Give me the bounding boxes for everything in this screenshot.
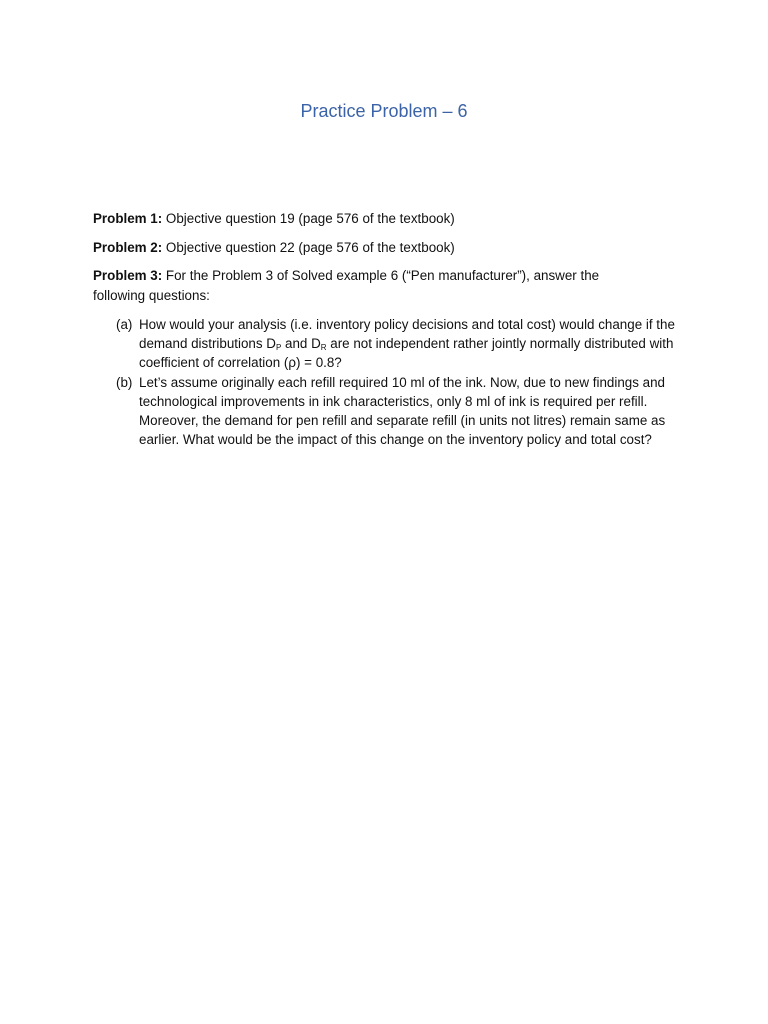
problem-1 [93, 209, 653, 229]
subquestion-b-marker: (b) [116, 374, 133, 390]
subquestion-a-marker: (a) [116, 317, 133, 332]
problem-3 [93, 266, 638, 305]
subquestion-b-text: Let’s assume originally each refill required 10 ml of the ink. Now, due to new findings and technological improvements in ink characteristics, only 8 ml of ink is required per refill. Moreover, the demand for pen refill and separate refill (in units not litres) remain same as earlier. What would be the impact of this change on the inventory policy and total cost? [139, 374, 666, 448]
page-title: Practice Problem – 6 [300, 101, 468, 121]
subquestion-b [116, 373, 686, 450]
problem-2-label: Problem 2: [93, 240, 163, 255]
subquestion-a [116, 315, 686, 373]
problem-3-label: Problem 3: [93, 268, 163, 283]
subquestion-list [116, 315, 686, 449]
subscript-r: R [320, 343, 327, 353]
subquestion-a-text [139, 315, 686, 373]
problem-3-text: For the Problem 3 of Solved example 6 (“Pen manufacturer”), answer the following questions: [93, 268, 600, 303]
subscript-p: P [275, 343, 282, 353]
subquestion-a-part3: are not independent rather jointly normally distributed with coefficient of correlation (ρ) = 0.8? [139, 336, 674, 371]
subquestion-a-part2: and D [281, 336, 321, 352]
problem-2 [93, 238, 653, 258]
subquestion-a-part1: How would your analysis (i.e. inventory policy decisions and total cost) would change if the demand distributions D [139, 317, 675, 352]
problem-2-text: Objective question 22 (page 576 of the textbook) [162, 240, 455, 255]
problem-1-label: Problem 1: [93, 211, 163, 226]
problem-1-text: Objective question 19 (page 576 of the textbook) [162, 211, 455, 226]
